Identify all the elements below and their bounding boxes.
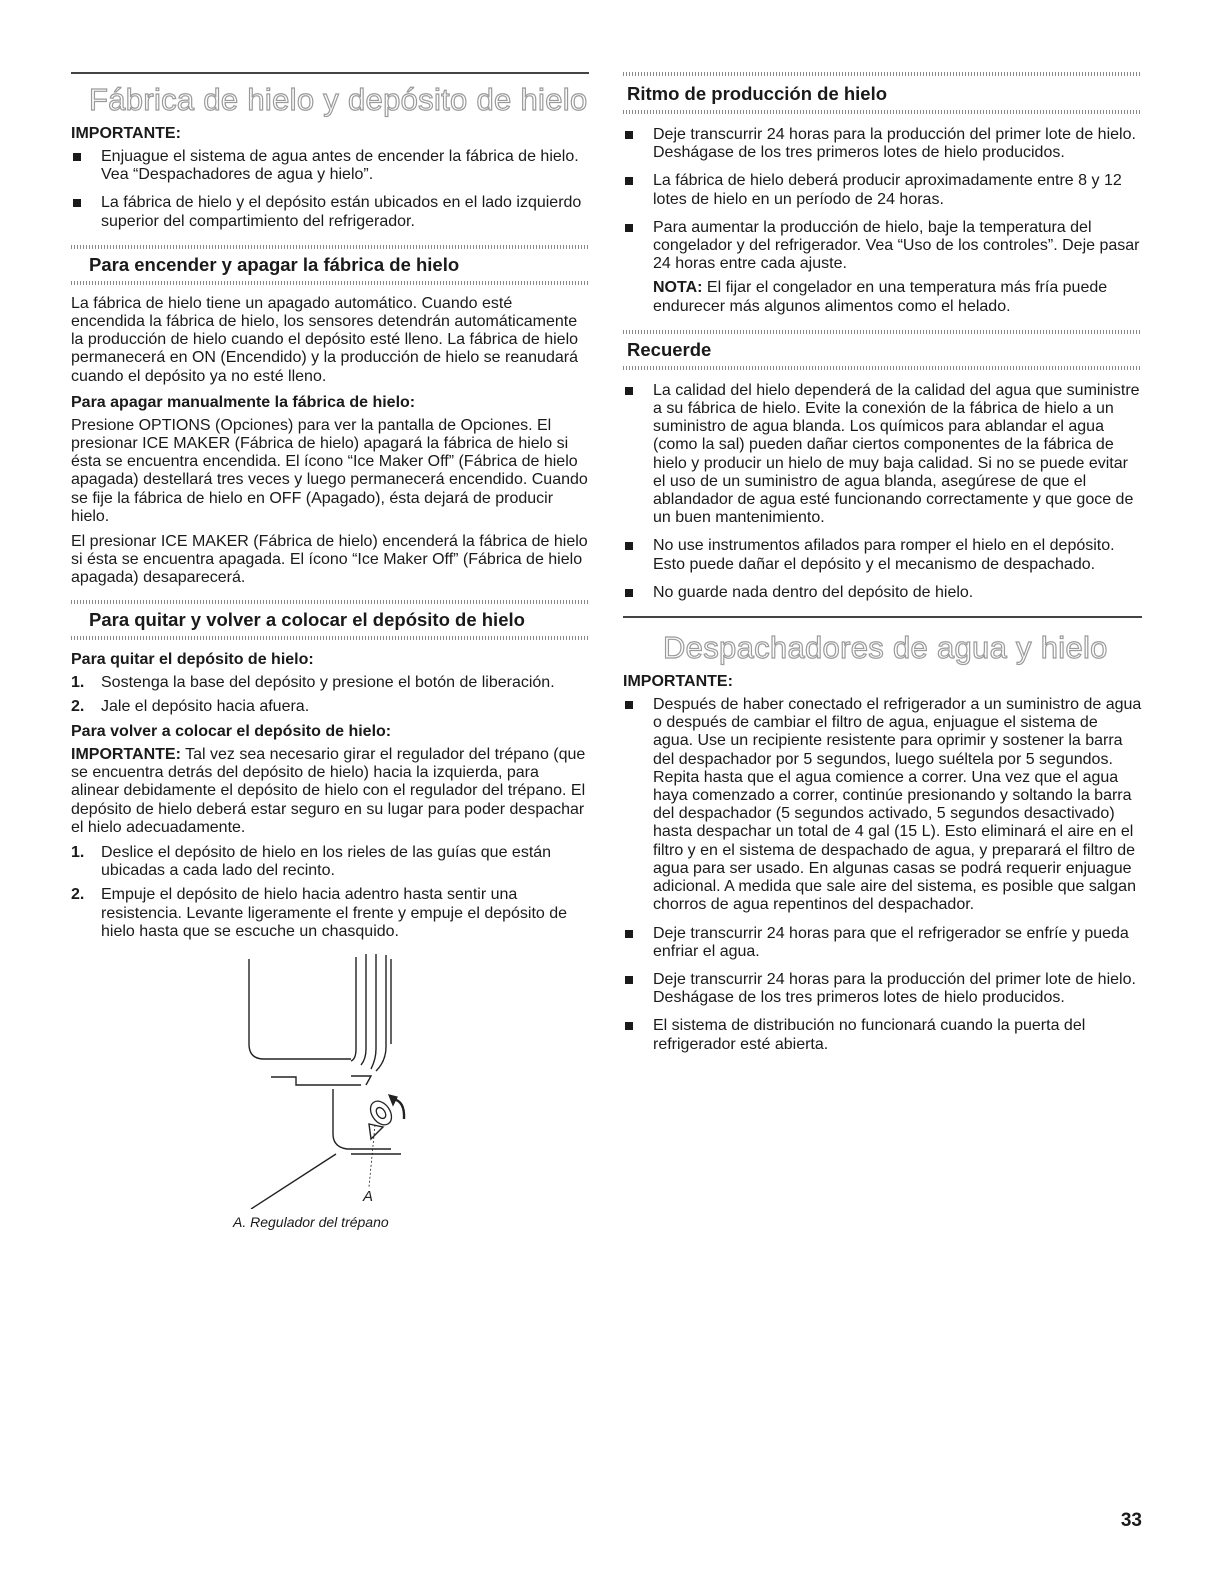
list-item: 2. Empuje el depósito de hielo hacia adentro hasta sentir una resistencia. Levante ligeramente el frente y empuje el depósito de hielo hasta que se escuche un chasquido.: [71, 886, 568, 940]
important-label: IMPORTANTE:: [71, 125, 181, 142]
list-item: Enjuague el sistema de agua antes de encender la fábrica de hielo. Vea “Despachadores de agua y hielo”.: [71, 148, 589, 184]
bullet-square-icon: [625, 930, 633, 938]
dispensers-list: [623, 696, 1142, 1054]
replace-steps: [71, 844, 589, 941]
paragraph: El presionar ICE MAKER (Fábrica de hielo) encenderá la fábrica de hielo si ésta se encuentra apagada. El ícono “Ice Maker Off” (Fábrica de hielo apagada) desaparecerá.: [71, 533, 588, 587]
hatch-rule: [623, 110, 1142, 114]
bullet-square-icon: [625, 1022, 633, 1030]
bullet-square-icon: [73, 153, 81, 161]
section-rule: [623, 616, 1142, 618]
bullet-square-icon: [625, 387, 633, 395]
auger-regulator-icon: [366, 1095, 404, 1187]
dispensers-title: Despachadores de agua y hielo: [663, 630, 1108, 666]
auger-regulator-figure: [71, 949, 589, 1249]
important-list: [71, 148, 589, 231]
hatch-rule: [623, 72, 1142, 76]
important-label: IMPORTANTE:: [623, 673, 733, 691]
paragraph: Presione OPTIONS (Opciones) para ver la pantalla de Opciones. El presionar ICE MAKER (Fábrica de hielo) apagará la fábrica de hielo si ésta se encuentra encendida. El ícono “Ice Maker Off” (Fábrica de hielo apagada) destellará tres veces y luego permanecerá encendido. Cuando se fije la fábrica de hielo en OFF (Apagado), ésta dejará de producir hielo.: [71, 416, 588, 525]
subheading-replace: Para volver a colocar el depósito de hielo:: [71, 723, 392, 741]
rate-list: [623, 126, 1142, 273]
hatch-rule: [71, 600, 589, 604]
remember-list: [623, 382, 1142, 602]
paragraph: IMPORTANTE: Tal vez sea necesario girar el regulador del trépano (que se encuentra detrás del depósito de hielo) hacia la izquierda, para alinear debidamente el depósito de hielo con el regulador del trépano. El depósito de hielo deberá estar seguro en su lugar para poder despachar el hielo adecuadamente.: [71, 746, 586, 836]
figure-caption: A. Regulador del trépano: [233, 1214, 389, 1231]
bullet-square-icon: [625, 701, 633, 709]
callout-label: A: [363, 1188, 374, 1206]
remove-steps: [71, 674, 589, 716]
hatch-rule: [71, 245, 589, 249]
bullet-square-icon: [625, 131, 633, 139]
section-heading-remember: Recuerde: [627, 338, 712, 360]
list-item: El sistema de distribución no funcionará cuando la puerta del refrigerador esté abierta.: [623, 1017, 1142, 1053]
list-item: La fábrica de hielo deberá producir aproximadamente entre 8 y 12 lotes de hielo en un período de 24 horas.: [623, 172, 1142, 208]
paragraph: La fábrica de hielo tiene un apagado automático. Cuando esté encendida la fábrica de hielo, los sensores detendrán automáticamente la producción de hielo cuando el depósito esté lleno. La fábrica de hielo permanecerá en ON (Encendido) y la producción de hielo se reanudará cuando el depósito ya no esté lleno.: [71, 294, 579, 385]
list-item: Deje transcurrir 24 horas para la producción del primer lote de hielo. Deshágase de los tres primeros lotes de hielo producidos.: [623, 126, 1142, 162]
bullet-square-icon: [625, 177, 633, 185]
bullet-square-icon: [625, 224, 633, 232]
hatch-rule: [71, 281, 589, 285]
page-number: 33: [1120, 1510, 1142, 1531]
list-item: Para aumentar la producción de hielo, baje la temperatura del congelador y del refrigerador. Vea “Uso de los controles”. Deje pasar 24 horas entre cada ajuste.: [623, 219, 1142, 274]
hatch-rule: [71, 636, 589, 640]
list-item: La fábrica de hielo y el depósito están ubicados en el lado izquierdo superior del compartimiento del refrigerador.: [71, 194, 589, 230]
list-item: No guarde nada dentro del depósito de hielo.: [623, 584, 1142, 602]
right-column: [623, 72, 1142, 1064]
bullet-square-icon: [73, 199, 81, 207]
left-column: [71, 72, 589, 1249]
bullet-square-icon: [625, 976, 633, 984]
section-heading-rate: Ritmo de producción de hielo: [627, 83, 888, 104]
section-rule: [71, 72, 589, 74]
list-item: Deje transcurrir 24 horas para la producción del primer lote de hielo. Deshágase de los tres primeros lotes de hielo producidos.: [623, 971, 1142, 1007]
subheading-remove: Para quitar el depósito de hielo:: [71, 650, 314, 668]
section-heading-bin: Para quitar y volver a colocar el depósito de hielo: [89, 608, 525, 630]
subheading-manual-off: Para apagar manualmente la fábrica de hielo:: [71, 393, 416, 411]
list-item: 2. Jale el depósito hacia afuera.: [71, 697, 310, 715]
hatch-rule: [623, 366, 1142, 370]
ice-bin-illustration: [71, 949, 589, 1209]
note: NOTA: El fijar el congelador en una temperatura más fría puede endurecer más algunos alimentos como el helado.: [653, 279, 1108, 315]
bullet-square-icon: [625, 589, 633, 597]
list-item: 1. Sostenga la base del depósito y presione el botón de liberación.: [71, 673, 555, 691]
list-item: Después de haber conectado el refrigerador a un suministro de agua o después de cambiar el filtro de agua, enjuague el sistema de agua. Use un recipiente resistente para oprimir y sostener la barra del despachador por 5 segundos, luego suéltela por 5 segundos. Repita hasta que el agua comience a correr. Una vez que el agua haya comenzado a correr, continúe presionando y soltando la barra del despachador (5 segundos activado, 5 segundos desactivado) hasta despachar un total de 4 gal (15 L). Esto eliminará el aire en el filtro y en el sistema de despachado de agua, y preparará el filtro de agua para ser usado. En algunas casas se podrá requerir enjuague adicional. A medida que sale aire del sistema, es posible que salgan chorros de agua repentinos del despachador.: [623, 696, 1142, 914]
list-item: No use instrumentos afilados para romper el hielo en el depósito. Esto puede dañar el depósito y el mecanismo de despachado.: [623, 537, 1142, 573]
list-item: Deje transcurrir 24 horas para que el refrigerador se enfríe y pueda enfriar el agua.: [623, 925, 1142, 961]
section-heading-on-off: Para encender y apagar la fábrica de hielo: [89, 253, 460, 275]
bullet-square-icon: [625, 542, 633, 550]
list-item: 1. Deslice el depósito de hielo en los rieles de las guías que están ubicadas a cada lado del recinto.: [71, 844, 552, 880]
hatch-rule: [623, 330, 1142, 334]
ice-maker-title: Fábrica de hielo y depósito de hielo: [89, 82, 588, 117]
list-item: La calidad del hielo dependerá de la calidad del agua que suministre a su fábrica de hielo. Evite la conexión de la fábrica de hielo a un suministro de agua blanda. Los químicos para ablandar el agua (como la sal) pueden dañar ciertos componentes de la fábrica de hielo y producir un hielo de muy baja calidad. Si no se puede evitar el uso de un suministro de agua blanda, asegúrese de que el ablandador de agua esté funcionando correctamente y que goce de un buen mantenimiento.: [623, 382, 1142, 528]
